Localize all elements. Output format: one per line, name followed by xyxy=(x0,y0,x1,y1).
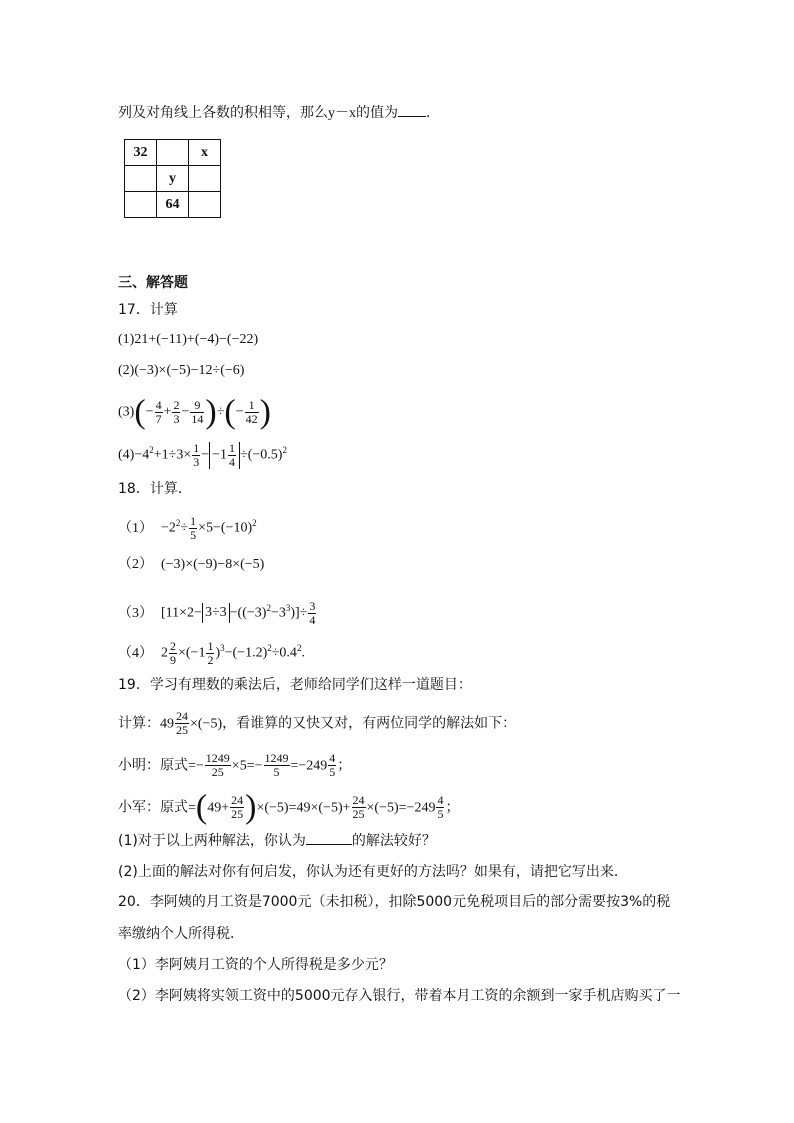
intro-text: 列及对角线上各数的积相等，那么 xyxy=(118,105,328,121)
q18-title: 18．计算． xyxy=(118,481,192,497)
q17-part3: (3)(− $\frac{4}{7}$ + $\frac{2}{3}$ − $\frac{9}{14}$ )÷(− $\frac{1}{42}$ ) xyxy=(118,393,271,431)
q19-q1: (1)对于以上两种解法，你认为 的解法较好？ xyxy=(118,833,436,849)
fraction: $\frac{1249}{5}$ xyxy=(264,751,289,779)
fraction: $\frac{2}{9}$ xyxy=(170,638,176,667)
q20-line2: 率缴纳个人所得税． xyxy=(118,926,244,942)
grid-cell xyxy=(189,192,221,218)
q18-part4: （4） 2 $\frac{2}{9}$ ×(−1 $\frac{1}{2}$ )$^3-(-1.2)^2\div 0.4^2$. xyxy=(118,638,305,667)
grid-row xyxy=(125,192,221,218)
q20-line1: 20．李阿姨的月工资是7000元（未扣税），扣除5000元免税项目后的部分需要按3%的税 xyxy=(118,894,671,910)
fraction: $\frac{2}{3}$ xyxy=(173,398,180,426)
grid-cell xyxy=(125,166,157,192)
grid-cell: 32 xyxy=(125,140,157,166)
calc-after: ，看谁算的又快又对，有两位同学的解法如下： xyxy=(222,715,517,732)
q19-ming: 小明：原式=− $\frac{1249}{25}$ ×5=− $\frac{1249}{5}$ =−249 $\frac{4}{5}$ ； xyxy=(118,751,352,779)
grid-cell: y xyxy=(157,166,189,192)
q19-title: 19．学习有理数的乘法后，老师给同学们这样一道题目： xyxy=(118,677,472,693)
fraction: $\frac{4}{5}$ xyxy=(329,751,336,779)
fraction: $\frac{1}{42}$ xyxy=(245,398,258,426)
section-title: 三、解答题 xyxy=(118,275,188,291)
grid-row xyxy=(125,166,221,192)
q19-jun: 小军：原式=(49+ $\frac{24}{25}$ )×(−5)=49×(−5)+ $\frac{24}{25}$ ×(−5)=−249 $\frac{4}{5}$ ； xyxy=(118,788,460,826)
part-label: (3) xyxy=(118,404,135,420)
q17-part2: (2)(−3)×(−5)−12÷(−6) xyxy=(118,363,245,378)
ming-label: 小明：原式 xyxy=(118,757,188,774)
part-label: （3） xyxy=(118,605,153,621)
part-label: （2） xyxy=(118,557,153,572)
intro-end: . xyxy=(426,105,431,121)
q18-part3: （3） $[11\times 2- 3\div 3 -((-3)^2-3^3)]\div$ $\frac{3}{4}$ xyxy=(118,598,316,627)
intro-line xyxy=(118,103,430,124)
q17-part4: $(4)-4^2+1\div 3\times$ $\frac{1}{3}$ − −1 $\frac{1}{4}$ $\div(-0.5)^2$ xyxy=(118,440,287,469)
fraction: $\frac{1}{3}$ xyxy=(193,440,200,469)
intro-expr: y－x xyxy=(328,106,356,121)
absolute-value: 3÷3 xyxy=(202,603,230,623)
intro-after: 的值为 xyxy=(356,105,398,121)
part-label: (4) xyxy=(118,447,135,463)
fraction: $\frac{4}{7}$ xyxy=(155,398,162,426)
grid-cell xyxy=(157,140,189,166)
fraction: $\frac{1249}{25}$ xyxy=(205,751,230,779)
grid-cell: x xyxy=(189,140,221,166)
fraction: $\frac{1}{5}$ xyxy=(190,513,197,542)
fraction: $\frac{24}{25}$ xyxy=(176,709,188,737)
part-label: （1） xyxy=(118,520,153,536)
fraction: $\frac{1}{2}$ xyxy=(207,638,214,667)
answer-blank xyxy=(398,116,426,117)
part-label: （4） xyxy=(118,645,153,661)
magic-square-grid xyxy=(124,139,221,218)
fraction: $\frac{3}{4}$ xyxy=(309,598,316,627)
q17-title: 17．计算 xyxy=(118,302,178,318)
q18-part1: $(1) -2^2\div$ $\frac{1}{5}$ $\times 5-(-10)^2$ xyxy=(118,513,257,542)
q19-q2: (2)上面的解法对你有何启发，你认为还有更好的方法吗？如果有，请把它写出来． xyxy=(118,864,628,880)
q19-calc: 计算：49 $\frac{24}{25}$ ×(−5)，看谁算的又快又对，有两位同学的解法如下： xyxy=(118,709,517,737)
fraction: $\frac{24}{25}$ xyxy=(352,793,365,821)
grid-cell xyxy=(189,166,221,192)
calc-label: 计算： xyxy=(118,715,160,732)
fraction: $\frac{9}{14}$ xyxy=(191,398,204,426)
q20-part1: （1）李阿姨月工资的个人所得税是多少元？ xyxy=(118,957,393,973)
q17-part1: (1)21+(−11)+(−4)−(−22) xyxy=(118,332,259,347)
grid-cell: 64 xyxy=(157,192,189,218)
absolute-value: −1 $\frac{1}{4}$ xyxy=(209,442,240,469)
grid-cell xyxy=(125,192,157,218)
answer-blank xyxy=(306,844,352,845)
fraction: $\frac{4}{5}$ xyxy=(437,793,444,821)
q20-part2: （2）李阿姨将实领工资中的5000元存入银行，带着本月工资的余额到一家手机店购买了一 xyxy=(118,988,681,1004)
fraction: $\frac{24}{25}$ xyxy=(231,793,244,821)
jun-label: 小军：原式 xyxy=(118,799,188,816)
q18-part2: （2） (−3)×(−9)−8×(−5) xyxy=(118,557,265,572)
grid-row xyxy=(125,140,221,166)
